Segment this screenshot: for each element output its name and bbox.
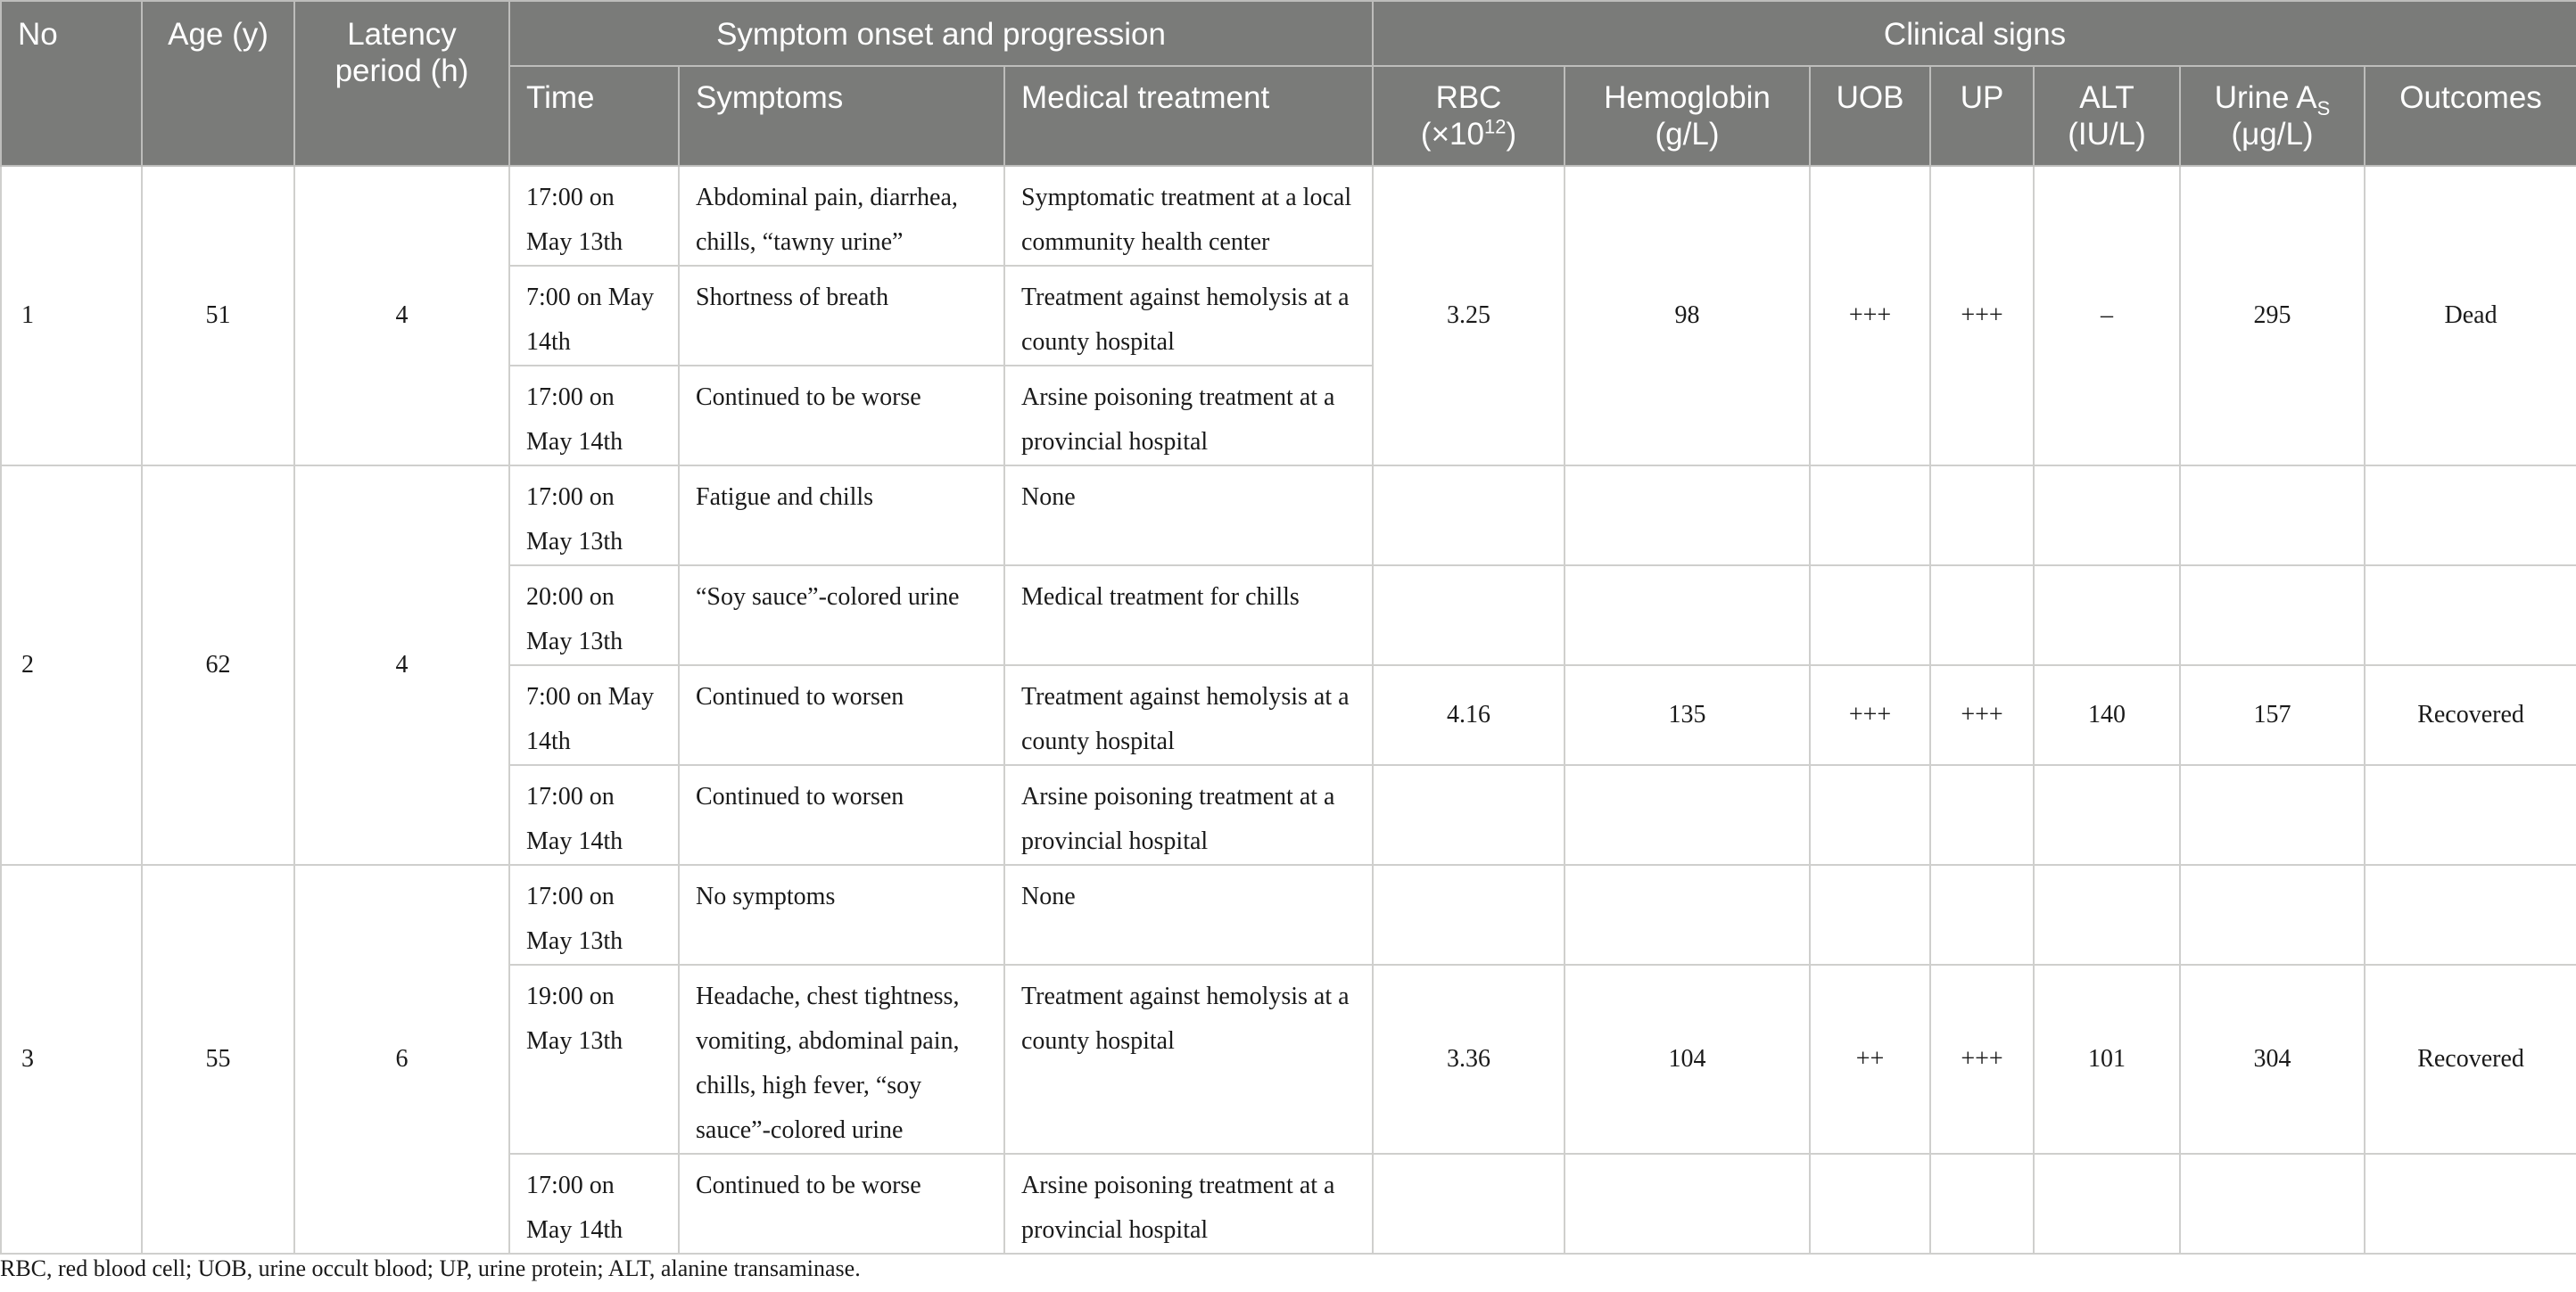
cell-time: 7:00 on May 14th: [509, 665, 679, 765]
cell-empty: [1373, 765, 1565, 865]
cell-time: 17:00 on May 14th: [509, 765, 679, 865]
cell-outcome: Recovered: [2365, 965, 2576, 1154]
cell-empty: [2034, 465, 2180, 565]
cell-no: 3: [1, 865, 142, 1254]
cell-time: 17:00 on May 14th: [509, 1154, 679, 1254]
cell-empty: [2365, 1154, 2576, 1254]
cell-treatment: Arsine poisoning treatment at a provincial hospital: [1004, 366, 1373, 465]
header-hemoglobin: [1565, 66, 1810, 166]
header-clinical-group: [1373, 1, 2576, 66]
cell-empty: [2365, 765, 2576, 865]
header-rbc-unit: [1374, 116, 1564, 152]
cell-urine-as: 157: [2180, 665, 2365, 765]
header-clinical-group-text: Clinical signs: [1883, 17, 2067, 52]
cell-symptoms: “Soy sauce”-colored urine: [679, 565, 1004, 665]
cell-empty: [1930, 765, 2034, 865]
cell-empty: [1373, 1154, 1565, 1254]
header-latency: [294, 1, 509, 166]
header-rbc-label: RBC: [1435, 80, 1502, 115]
header-uob-text: UOB: [1836, 80, 1904, 115]
header-alt: [2034, 66, 2180, 166]
cell-hemoglobin: 135: [1565, 665, 1810, 765]
cell-empty: [2180, 465, 2365, 565]
cell-symptoms: Continued to be worse: [679, 366, 1004, 465]
header-hemoglobin-unit: (g/L): [1655, 117, 1720, 152]
cell-empty: [1930, 865, 2034, 965]
header-alt-unit: (IU/L): [2068, 117, 2146, 152]
header-urine-as-label-text: Urine A: [2214, 80, 2317, 115]
cell-rbc: 4.16: [1373, 665, 1565, 765]
cell-no: 2: [1, 465, 142, 865]
cell-urine-as: 304: [2180, 965, 2365, 1154]
cell-up: +++: [1930, 166, 2034, 465]
cell-latency: 4: [294, 465, 509, 865]
cell-alt: 101: [2034, 965, 2180, 1154]
cell-treatment: None: [1004, 865, 1373, 965]
cell-empty: [1565, 1154, 1810, 1254]
header-time: [509, 66, 679, 166]
header-time-text: Time: [526, 80, 595, 115]
cell-empty: [2034, 565, 2180, 665]
cell-treatment: Treatment against hemolysis at a county hospital: [1004, 965, 1373, 1154]
header-rbc-unit-pre: (×10: [1420, 117, 1484, 152]
cell-hemoglobin: 98: [1565, 166, 1810, 465]
cell-time: 20:00 on May 13th: [509, 565, 679, 665]
cell-empty: [1930, 565, 2034, 665]
cell-treatment: Treatment against hemolysis at a county hospital: [1004, 665, 1373, 765]
cell-empty: [1810, 565, 1930, 665]
cell-empty: [2365, 465, 2576, 565]
cell-empty: [1565, 765, 1810, 865]
cell-empty: [2034, 765, 2180, 865]
cell-treatment: Treatment against hemolysis at a county hospital: [1004, 266, 1373, 366]
cell-time: 17:00 on May 14th: [509, 366, 679, 465]
cell-symptoms: Continued to worsen: [679, 665, 1004, 765]
cell-time: 17:00 on May 13th: [509, 166, 679, 266]
cell-alt: –: [2034, 166, 2180, 465]
cell-up: +++: [1930, 965, 2034, 1154]
cell-empty: [1810, 865, 1930, 965]
cell-up: +++: [1930, 665, 2034, 765]
header-urine-as-label: [2181, 79, 2364, 119]
cell-time: 7:00 on May 14th: [509, 266, 679, 366]
header-rbc-unit-sup: 12: [1483, 115, 1507, 138]
header-latency-text: Latency period (h): [334, 17, 469, 88]
cell-empty: [1930, 1154, 2034, 1254]
cell-empty: [2034, 1154, 2180, 1254]
cell-urine-as: 295: [2180, 166, 2365, 465]
header-age: [142, 1, 294, 166]
cell-rbc: 3.25: [1373, 166, 1565, 465]
cell-empty: [2365, 865, 2576, 965]
cell-age: 55: [142, 865, 294, 1254]
cell-time: 19:00 on May 13th: [509, 965, 679, 1154]
cell-empty: [1930, 465, 2034, 565]
cell-empty: [2180, 765, 2365, 865]
header-alt-label: ALT: [2079, 80, 2134, 115]
header-hemoglobin-label: Hemoglobin: [1604, 80, 1771, 115]
header-age-text: Age (y): [168, 17, 268, 52]
cell-latency: 4: [294, 166, 509, 465]
cell-empty: [1373, 865, 1565, 965]
cell-symptoms: Shortness of breath: [679, 266, 1004, 366]
header-rbc-unit-post: ): [1506, 117, 1517, 152]
header-urine-as-unit: (μg/L): [2231, 117, 2314, 152]
cell-time: 17:00 on May 13th: [509, 865, 679, 965]
cell-treatment: Symptomatic treatment at a local community health center: [1004, 166, 1373, 266]
header-rbc: [1373, 66, 1565, 166]
header-symptom-group: [509, 1, 1373, 66]
cell-outcome: Recovered: [2365, 665, 2576, 765]
cell-empty: [1810, 765, 1930, 865]
cell-symptoms: Abdominal pain, diarrhea, chills, “tawny urine”: [679, 166, 1004, 266]
cell-empty: [1810, 1154, 1930, 1254]
header-up-text: UP: [1960, 80, 2004, 115]
cell-symptoms: Headache, chest tightness, vomiting, abdominal pain, chills, high fever, “soy sauce”-colored urine: [679, 965, 1004, 1154]
cell-outcome: Dead: [2365, 166, 2576, 465]
header-no-text: No: [18, 17, 58, 52]
table-row: [1, 865, 2576, 965]
cell-empty: [1373, 465, 1565, 565]
header-symptoms: [679, 66, 1004, 166]
cell-symptoms: Continued to be worse: [679, 1154, 1004, 1254]
cell-uob: +++: [1810, 166, 1930, 465]
header-outcomes-text: Outcomes: [2399, 80, 2542, 115]
header-urine-as-sub: S: [2316, 97, 2331, 119]
cell-hemoglobin: 104: [1565, 965, 1810, 1154]
header-uob: [1810, 66, 1930, 166]
cell-uob: +++: [1810, 665, 1930, 765]
cell-treatment: Medical treatment for chills: [1004, 565, 1373, 665]
table-row: [1, 166, 2576, 266]
cell-no: 1: [1, 166, 142, 465]
header-up: [1930, 66, 2034, 166]
cell-age: 51: [142, 166, 294, 465]
cell-empty: [2034, 865, 2180, 965]
cell-treatment: Arsine poisoning treatment at a provincial hospital: [1004, 765, 1373, 865]
cell-time: 17:00 on May 13th: [509, 465, 679, 565]
table-row: [1, 465, 2576, 565]
cell-empty: [2365, 565, 2576, 665]
cell-empty: [2180, 865, 2365, 965]
cell-uob: ++: [1810, 965, 1930, 1154]
header-symptoms-text: Symptoms: [696, 80, 844, 115]
cell-empty: [1565, 565, 1810, 665]
header-symptom-group-text: Symptom onset and progression: [716, 17, 1166, 52]
cell-alt: 140: [2034, 665, 2180, 765]
cell-treatment: None: [1004, 465, 1373, 565]
cell-empty: [2180, 565, 2365, 665]
cell-age: 62: [142, 465, 294, 865]
header-treatment: [1004, 66, 1373, 166]
cell-symptoms: Continued to worsen: [679, 765, 1004, 865]
cell-treatment: Arsine poisoning treatment at a provincial hospital: [1004, 1154, 1373, 1254]
cell-empty: [2180, 1154, 2365, 1254]
cell-empty: [1565, 465, 1810, 565]
header-no: [1, 1, 142, 166]
header-treatment-text: Medical treatment: [1021, 80, 1270, 115]
header-urine-as: [2180, 66, 2365, 166]
cell-symptoms: Fatigue and chills: [679, 465, 1004, 565]
cell-symptoms: No symptoms: [679, 865, 1004, 965]
header-outcomes: [2365, 66, 2576, 166]
table-footnote: RBC, red blood cell; UOB, urine occult blood; UP, urine protein; ALT, alanine transaminase.: [0, 1255, 861, 1281]
cell-empty: [1810, 465, 1930, 565]
cell-rbc: 3.36: [1373, 965, 1565, 1154]
cell-latency: 6: [294, 865, 509, 1254]
cell-empty: [1565, 865, 1810, 965]
cell-empty: [1373, 565, 1565, 665]
